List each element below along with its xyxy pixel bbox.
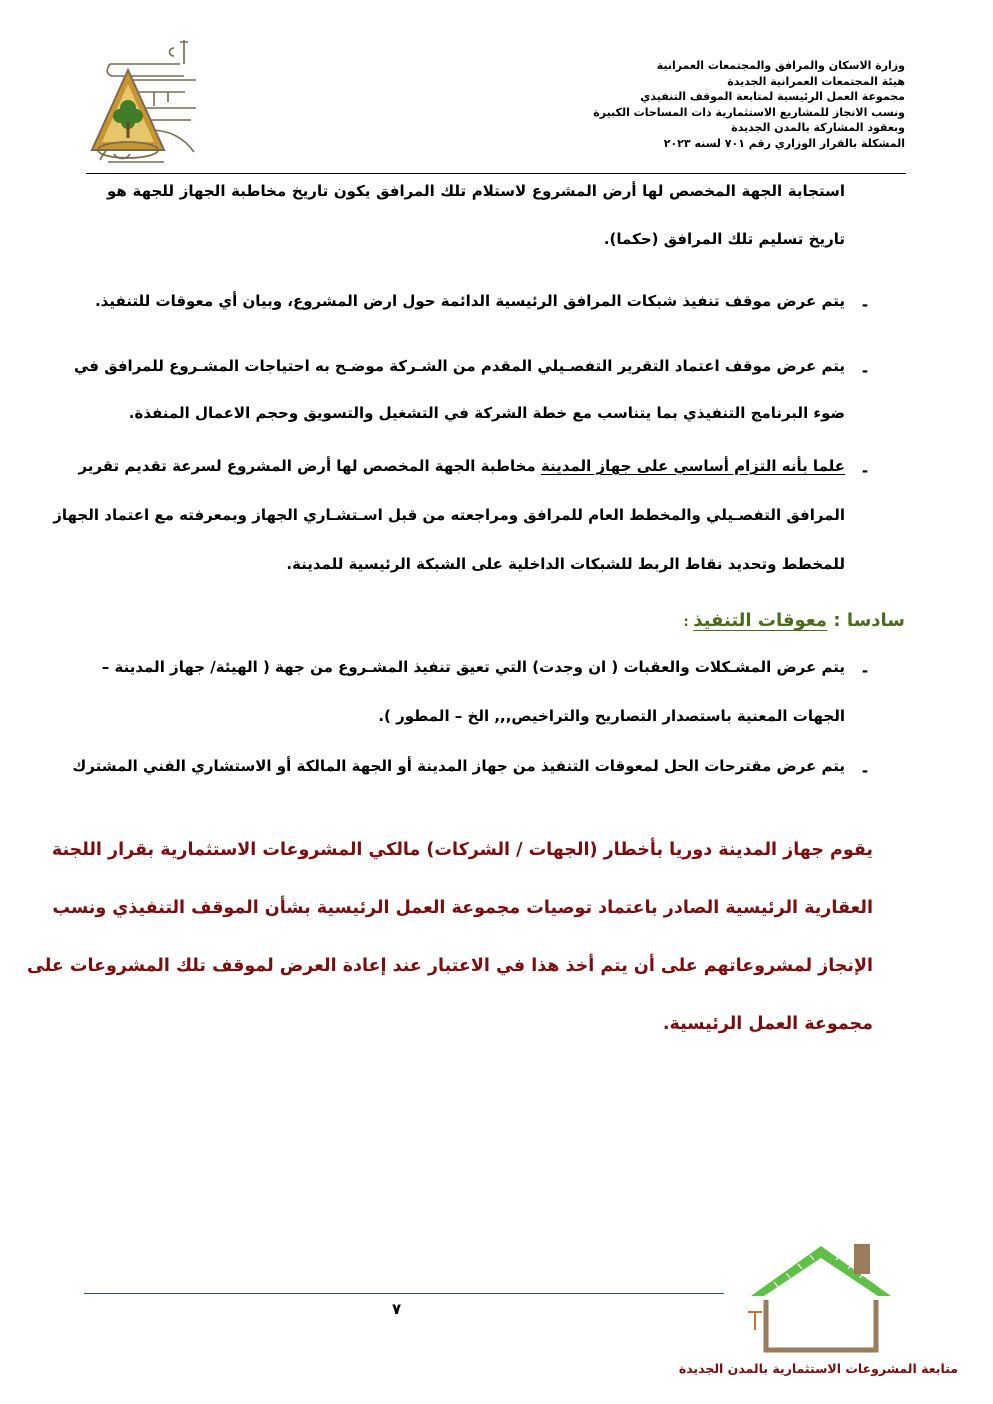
bullet-dash: - [861, 462, 869, 480]
bullet-item: يتم عرض المشـكلات والعقبات ( ان وجدت) التي تعيق تنفيذ المشـروع من جهة ( الهيئة/ جهاز المدينة – [101, 658, 845, 676]
ncua-logo-icon [84, 34, 206, 170]
notice-line: مجموعة العمل الرئيسية. [662, 1014, 873, 1034]
house-ruler-logo-icon [726, 1238, 916, 1353]
bullet-item [78, 457, 845, 475]
section-title: معوقات التنفيذ [693, 610, 828, 631]
notice-line: يقوم جهاز المدينة دوريا بأخطار (الجهات / الشركات) مالكي المشروعات الاستثمارية بقرار اللجنة [51, 840, 873, 860]
paragraph-line: استجابة الجهة المخصص لها أرض المشروع لاستلام تلك المرافق يكون تاريخ مخاطبة الجهاز للجهة هو [107, 182, 845, 200]
bullet-item: يتم عرض موقف تنفيذ شبكات المرافق الرئيسية الدائمة حول ارض المشروع، وبيان أي معوقات للتنفيذ. [94, 292, 845, 310]
header-line: هيئة المجتمعات العمرانية الجديدة [727, 74, 905, 88]
underlined-phrase: علما بأنه التزام أساسي على جهاز المدينة [540, 457, 845, 475]
header-line: وبعقود المشاركة بالمدن الجديدة [731, 121, 905, 135]
section-separator: : [827, 610, 847, 631]
bullet-dash: - [861, 362, 869, 380]
bullet-dash: - [861, 762, 869, 780]
logo-caption: متابعة المشروعات الاستثمارية بالمدن الجديدة [678, 1361, 958, 1376]
bullet-item-continued: للمخطط وتحديد نقاط الربط للشبكات الداخلية على الشبكة الرئيسية للمدينة. [286, 555, 845, 573]
bullet-item-continued: المرافق التفصـيلي والمخطط العام للمرافق ومراجعته من قبل اسـتشـاري الجهاز وبمعرفته مع اعتماد الجهاز [53, 506, 845, 524]
bullet-dash: - [861, 662, 869, 680]
notice-line: الإنجاز لمشروعاتهم على أن يتم أخذ هذا في الاعتبار عند إعادة العرض لموقف تلك المشروعات على [27, 956, 873, 976]
page-number: ٧ [392, 1300, 402, 1318]
bullet-item-continued: ضوء البرنامج التنفيذي بما يتناسب مع خطة الشركة في التشغيل والتسويق وحجم الاعمال المنفذة. [128, 404, 845, 422]
bullet-dash: - [861, 296, 869, 314]
section-number: سادسا [846, 610, 905, 631]
bullet-text: مخاطبة الجهة المخصص لها أرض المشروع لسرعة تقديم تقرير [78, 457, 541, 475]
header-line: ونسب الانجاز للمشاريع الاستثمارية ذات المساحات الكبيرة [593, 105, 905, 119]
section-heading [684, 610, 905, 631]
bullet-item: يتم عرض موقف اعتماد التقرير التفصـيلي المقدم من الشـركة موضـح به احتياجات المشـروع للمرافق في [74, 357, 845, 375]
notice-line: العقارية الرئيسية الصادر باعتماد توصيات مجموعة العمل الرئيسية بشأن الموقف التنفيذي ونسب [52, 898, 873, 918]
bullet-item: يتم عرض مقترحات الحل لمعوقات التنفيذ من جهاز المدينة أو الجهة المالكة أو الاستشاري الفني المشترك [72, 757, 845, 775]
section-colon: : [683, 615, 694, 630]
paragraph-line: تاريخ تسليم تلك المرافق (حكما). [603, 230, 845, 248]
header-line: مجموعة العمل الرئيسية لمتابعة الموقف التنفيذي [640, 90, 905, 104]
ministry-header [575, 58, 905, 152]
bullet-item-continued: الجهات المعنية باستصدار التصاريح والتراخيص,,, الخ – المطور ). [378, 707, 845, 725]
footer-divider [84, 1293, 724, 1294]
header-line: وزارة الاسكان والمرافق والمجتمعات العمرانية [656, 59, 905, 72]
header-line: المشكلة بالقرار الوزاري رقم ٧٠١ لسنه ٢٠٢٣ [663, 136, 905, 150]
header-divider [86, 173, 906, 174]
